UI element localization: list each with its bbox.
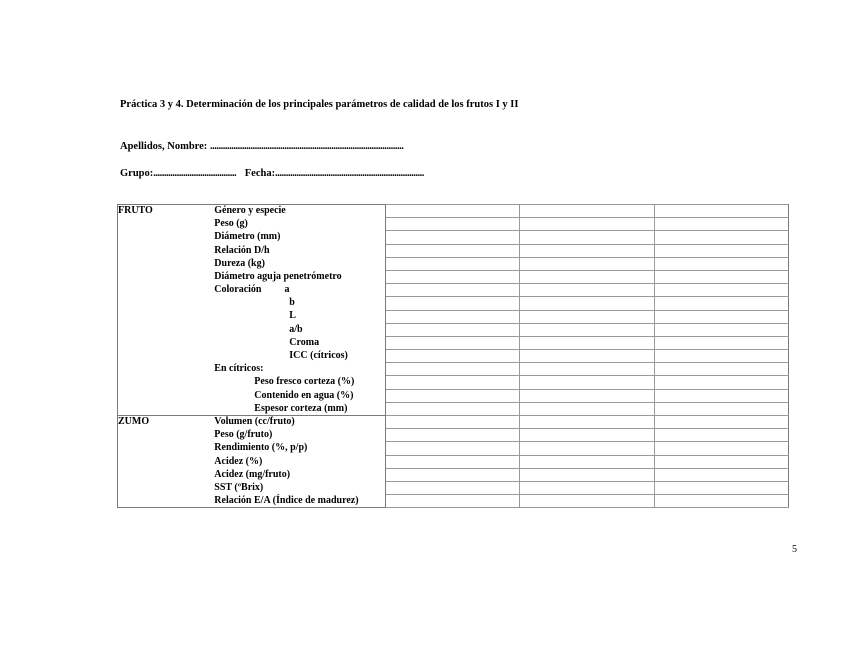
parameter-label: Volumen (cc/fruto) (214, 416, 295, 428)
table-row (118, 468, 789, 481)
value-cell[interactable] (385, 257, 519, 270)
value-cell[interactable] (654, 402, 788, 415)
quality-parameters-table (117, 204, 789, 508)
category-cell (118, 257, 215, 270)
parameter-label: Peso (g/fruto) (214, 429, 273, 441)
category-cell (118, 231, 215, 244)
value-cell[interactable] (385, 297, 519, 310)
value-cell[interactable] (520, 376, 654, 389)
value-cell[interactable] (654, 350, 788, 363)
parameter-label: Relación E/A (Índice de madurez) (214, 494, 359, 506)
parameter-cell (214, 350, 385, 363)
table-row (118, 442, 789, 455)
table-row (118, 284, 789, 297)
value-cell[interactable] (385, 429, 519, 442)
parameter-label: L (289, 310, 296, 322)
value-cell[interactable] (520, 244, 654, 257)
value-cell[interactable] (385, 244, 519, 257)
value-cell[interactable] (654, 495, 788, 508)
value-cell[interactable] (520, 429, 654, 442)
group-label: Grupo: (120, 168, 154, 179)
name-label: Apellidos, Nombre: (120, 141, 208, 152)
value-cell[interactable] (520, 402, 654, 415)
page-number: 5 (792, 544, 797, 555)
category-cell (118, 376, 215, 389)
table-row (118, 257, 789, 270)
parameter-cell (214, 455, 385, 468)
value-cell[interactable] (520, 270, 654, 283)
value-cell[interactable] (654, 244, 788, 257)
value-cell[interactable] (654, 284, 788, 297)
parameter-cell (214, 481, 385, 494)
category-cell (118, 442, 215, 455)
value-cell[interactable] (654, 442, 788, 455)
value-cell[interactable] (520, 231, 654, 244)
table-row (118, 363, 789, 376)
table-row (118, 429, 789, 442)
parameter-label: Peso fresco corteza (%) (254, 376, 355, 388)
category-cell (118, 297, 215, 310)
value-cell[interactable] (654, 257, 788, 270)
value-cell[interactable] (520, 442, 654, 455)
value-cell[interactable] (654, 270, 788, 283)
table-row (118, 376, 789, 389)
parameter-cell (214, 363, 385, 376)
value-cell[interactable] (385, 455, 519, 468)
value-cell[interactable] (520, 350, 654, 363)
parameter-cell (214, 416, 385, 429)
value-cell[interactable] (520, 481, 654, 494)
value-cell[interactable] (654, 231, 788, 244)
table-row (118, 323, 789, 336)
parameter-label: Contenido en agua (%) (254, 389, 354, 401)
value-cell[interactable] (654, 336, 788, 349)
date-label: Fecha: (244, 168, 276, 179)
table-row (118, 270, 789, 283)
parameter-label: En cítricos: (214, 363, 264, 375)
category-cell (118, 402, 215, 415)
table-row (118, 495, 789, 508)
value-cell[interactable] (520, 257, 654, 270)
table-row (118, 310, 789, 323)
parameter-label: Acidez (mg/fruto) (214, 468, 291, 480)
value-cell[interactable] (385, 376, 519, 389)
value-cell[interactable] (385, 481, 519, 494)
parameter-cell (214, 442, 385, 455)
parameter-cell (214, 495, 385, 508)
table-row (118, 402, 789, 415)
value-cell[interactable] (385, 218, 519, 231)
value-cell[interactable] (654, 416, 788, 429)
value-cell[interactable] (654, 363, 788, 376)
value-cell[interactable] (654, 310, 788, 323)
value-cell[interactable] (385, 284, 519, 297)
category-cell (118, 468, 215, 481)
parameter-cell (214, 310, 385, 323)
table-row (118, 244, 789, 257)
category-cell (118, 218, 215, 231)
value-cell[interactable] (654, 429, 788, 442)
parameter-cell (214, 218, 385, 231)
parameter-label: ICC (cítricos) (289, 350, 348, 362)
value-cell[interactable] (654, 376, 788, 389)
table-row (118, 455, 789, 468)
parameter-label: Relación D/h (214, 244, 270, 256)
value-cell[interactable] (385, 389, 519, 402)
parameter-cell (214, 323, 385, 336)
category-cell (118, 244, 215, 257)
value-cell[interactable] (385, 416, 519, 429)
group-dots: ....................................... (153, 168, 237, 179)
value-cell[interactable] (385, 231, 519, 244)
value-cell[interactable] (520, 416, 654, 429)
value-cell[interactable] (654, 205, 788, 218)
value-cell[interactable] (385, 336, 519, 349)
name-dots: ........................................................................................... (209, 141, 404, 152)
coloracion-sub-label: a (284, 284, 290, 296)
value-cell[interactable] (385, 323, 519, 336)
parameter-cell (214, 257, 385, 270)
value-cell[interactable] (385, 495, 519, 508)
table-row (118, 389, 789, 402)
category-cell (118, 455, 215, 468)
parameter-label: b (289, 297, 295, 309)
category-cell (118, 350, 215, 363)
parameter-cell (214, 376, 385, 389)
value-cell[interactable] (520, 336, 654, 349)
table-row (118, 336, 789, 349)
parameter-label: a/b (289, 323, 303, 335)
value-cell[interactable] (520, 495, 654, 508)
category-cell (118, 495, 215, 508)
value-cell[interactable] (520, 218, 654, 231)
category-cell (118, 429, 215, 442)
table-row (118, 481, 789, 494)
table-row (118, 231, 789, 244)
parameter-label: Diámetro aguja penetrómetro (214, 270, 342, 282)
value-cell[interactable] (520, 284, 654, 297)
document-title: Práctica 3 y 4. Determinación de los principales parámetros de calidad de los frutos I y II (120, 99, 519, 110)
value-cell[interactable] (385, 402, 519, 415)
table-row (118, 416, 789, 429)
parameter-label: Género y especie (214, 205, 286, 217)
parameter-label: Dureza (kg) (214, 257, 265, 269)
value-cell[interactable] (654, 297, 788, 310)
value-cell[interactable] (654, 218, 788, 231)
parameter-cell (214, 402, 385, 415)
category-cell (118, 323, 215, 336)
category-cell (118, 336, 215, 349)
parameter-label: Diámetro (mm) (214, 231, 281, 243)
value-cell[interactable] (654, 455, 788, 468)
parameter-cell (214, 468, 385, 481)
parameter-label: Rendimiento (%, p/p) (214, 442, 308, 454)
date-dots: ...................................................................... (275, 168, 424, 179)
parameter-cell (214, 297, 385, 310)
name-field-line (120, 141, 403, 152)
value-cell[interactable] (654, 323, 788, 336)
value-cell[interactable] (520, 297, 654, 310)
value-cell[interactable] (385, 468, 519, 481)
table-row (118, 350, 789, 363)
value-cell[interactable] (385, 310, 519, 323)
category-cell (118, 270, 215, 283)
category-cell (118, 481, 215, 494)
value-cell[interactable] (654, 481, 788, 494)
parameter-cell (214, 205, 385, 218)
category-cell: FRUTO (118, 205, 215, 218)
group-date-field-line (120, 168, 424, 179)
category-cell (118, 363, 215, 376)
category-cell (118, 310, 215, 323)
category-cell: ZUMO (118, 416, 215, 429)
parameter-label: Acidez (%) (214, 455, 263, 467)
parameter-label: Peso (g) (214, 218, 248, 230)
category-cell (118, 389, 215, 402)
value-cell[interactable] (385, 350, 519, 363)
parameter-label: Espesor corteza (mm) (254, 402, 348, 414)
value-cell[interactable] (520, 310, 654, 323)
value-cell[interactable] (520, 389, 654, 402)
value-cell[interactable] (654, 389, 788, 402)
value-cell[interactable] (385, 205, 519, 218)
parameter-label: SST (ºBrix) (214, 481, 264, 493)
value-cell[interactable] (385, 270, 519, 283)
parameter-cell (214, 284, 385, 297)
table-row (118, 218, 789, 231)
parameter-cell (214, 270, 385, 283)
value-cell[interactable] (520, 455, 654, 468)
category-cell (118, 284, 215, 297)
table-row (118, 205, 789, 218)
parameter-cell (214, 244, 385, 257)
parameter-cell (214, 429, 385, 442)
value-cell[interactable] (654, 468, 788, 481)
parameter-cell (214, 336, 385, 349)
value-cell[interactable] (520, 468, 654, 481)
parameter-cell (214, 389, 385, 402)
coloracion-label: Coloración (214, 284, 262, 296)
value-cell[interactable] (520, 323, 654, 336)
value-cell[interactable] (385, 442, 519, 455)
parameter-label: Croma (289, 336, 320, 348)
value-cell[interactable] (520, 363, 654, 376)
value-cell[interactable] (385, 363, 519, 376)
parameter-cell (214, 231, 385, 244)
value-cell[interactable] (520, 205, 654, 218)
table-row (118, 297, 789, 310)
